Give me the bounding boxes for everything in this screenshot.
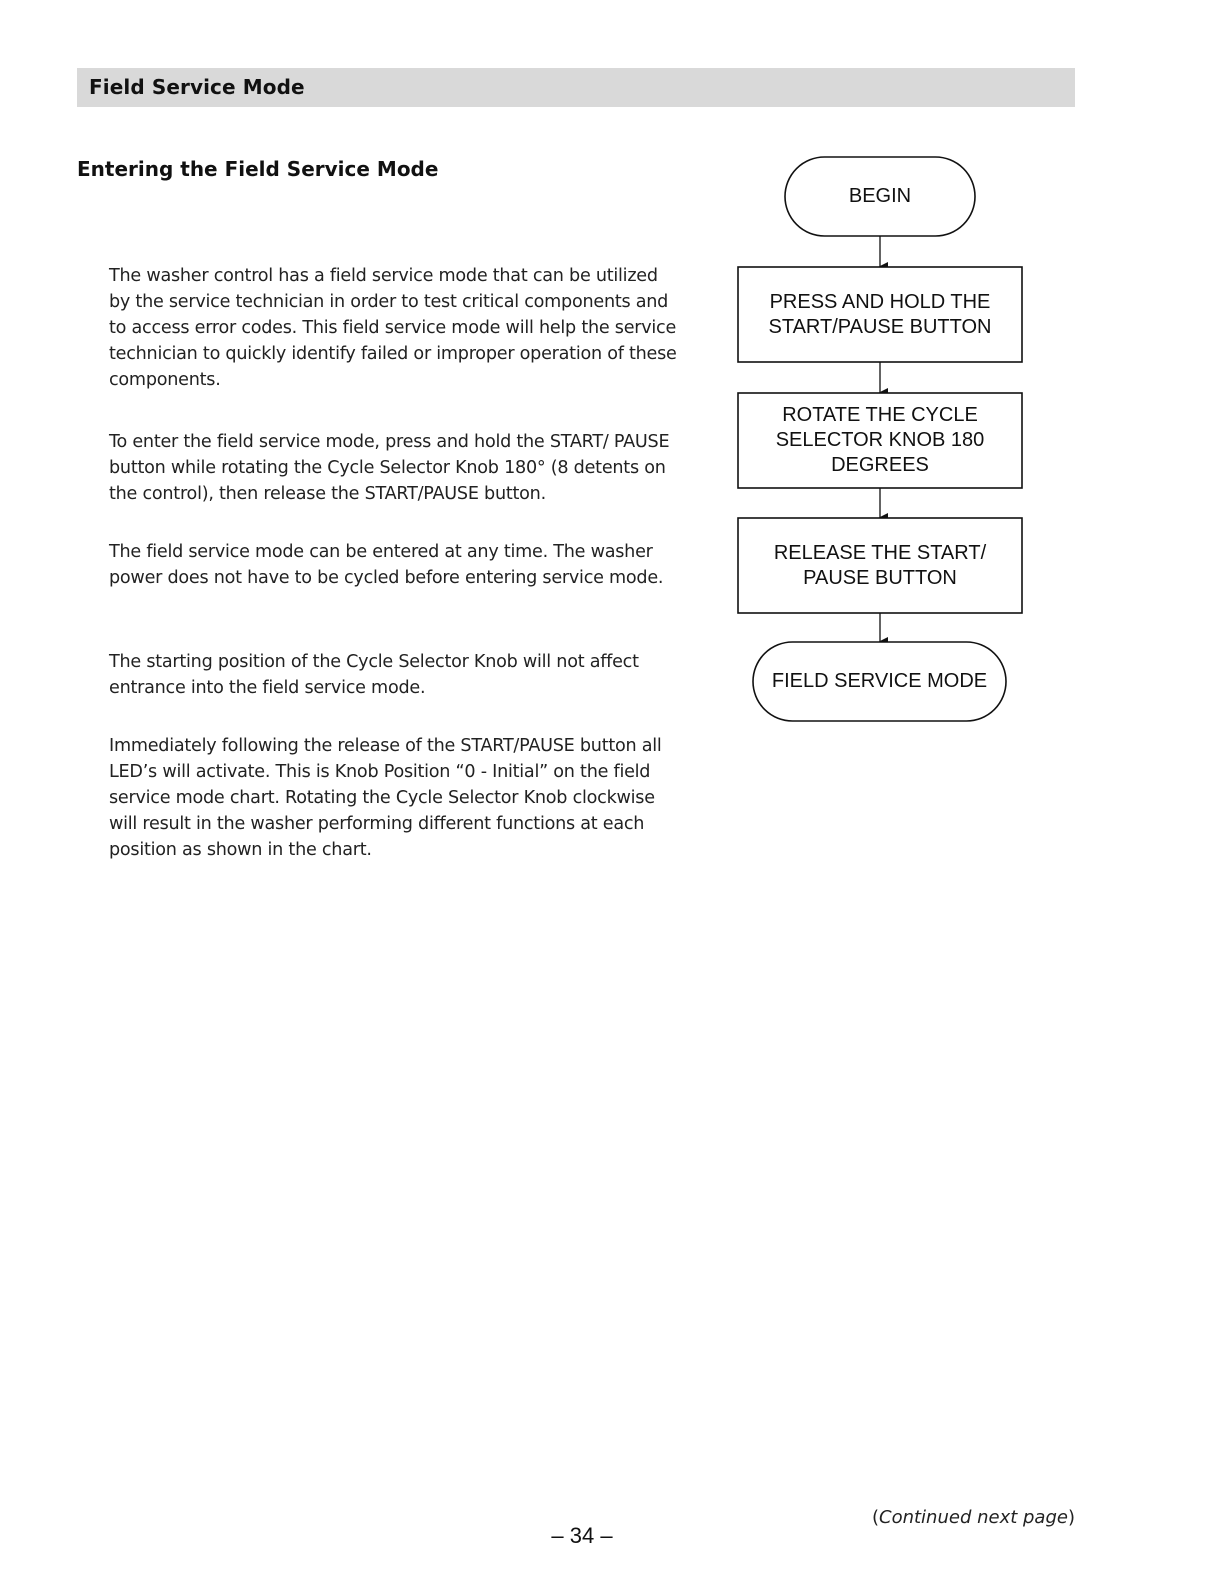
- continued-open-paren: (: [871, 1507, 879, 1528]
- flowchart-end-label: FIELD SERVICE MODE: [771, 670, 988, 692]
- section-header-bar: [77, 68, 1075, 107]
- flowchart: [720, 150, 1040, 740]
- continued-close-paren: ): [1067, 1507, 1075, 1528]
- flowchart-begin-label: BEGIN: [848, 185, 912, 207]
- paragraph-text: The starting position of the Cycle Selector Knob will not affect entrance into the field service mode.: [109, 652, 639, 698]
- flowchart-step-rotate-knob: ROTATE THE CYCLE SELECTOR KNOB 180 DEGREES: [775, 404, 985, 476]
- paragraph-text: The field service mode can be entered at any time. The washer power does not have to be cycled before entering service mode.: [109, 542, 664, 588]
- paragraph-intro: [109, 263, 684, 393]
- page-number: – 34 –: [551, 1523, 613, 1548]
- subheading: Entering the Field Service Mode: [77, 157, 439, 181]
- paragraph-text: Immediately following the release of the START/PAUSE button all LED’s will activate. This is Knob Position “0 - Initial” on the field service mode chart. Rotating the Cycle Selector Knob clockwise will result in the washer performing different functions at each position as shown in the chart.: [109, 736, 662, 860]
- continued-text: Continued next page: [879, 1507, 1068, 1528]
- paragraph-any-time: [109, 539, 684, 591]
- flowchart-step-release: RELEASE THE START/ PAUSE BUTTON: [773, 541, 987, 589]
- paragraph-text: The washer control has a field service mode that can be utilized by the service technician in order to test critical components and to access error codes. This field service mode will help the service technician to quickly identify failed or improper operation of these components.: [109, 266, 677, 390]
- paragraph-starting-position: [109, 649, 684, 701]
- paragraph-enter-instructions: [109, 429, 684, 507]
- flowchart-step-press-hold: PRESS AND HOLD THE START/PAUSE BUTTON: [768, 290, 992, 338]
- section-title: Field Service Mode: [89, 75, 305, 99]
- paragraph-following-release: [109, 733, 684, 863]
- paragraph-text: To enter the field service mode, press and hold the START/ PAUSE button while rotating the Cycle Selector Knob 180° (8 detents on the control), then release the START/PAUSE button.: [109, 432, 670, 504]
